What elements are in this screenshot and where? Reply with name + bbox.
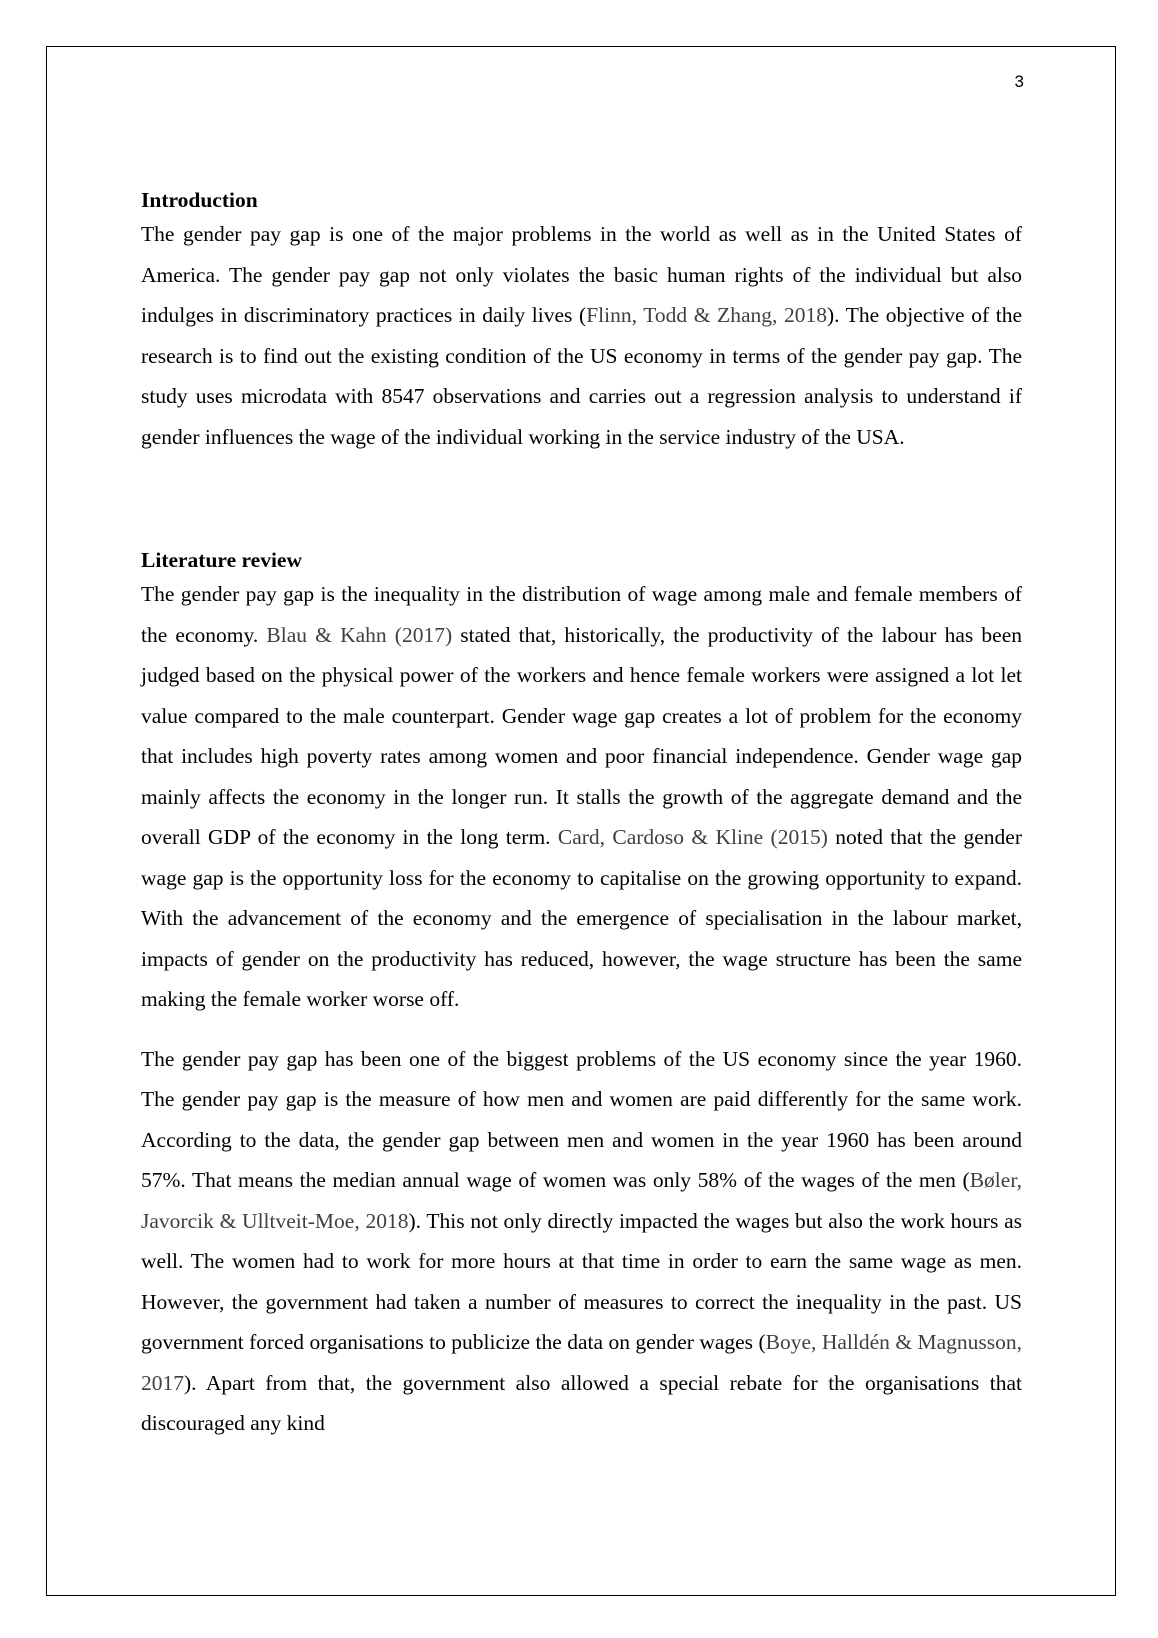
citation: Bøler, Javorcik & Ulltveit-Moe, 2018 — [141, 1168, 1022, 1233]
text-run: noted that the gender wage gap is the opportunity loss for the economy to capitalise on the growing opportunity to expand. With the advancement of the economy and the emergence of specialisation in the labour market, impacts of gender on the productivity has reduced, however, the wage structure has been the same making the female worker worse off. — [141, 825, 1022, 1011]
text-run: ). This not only directly impacted the wages but also the work hours as well. The women had to work for more hours at that time in order to earn the same wage as men. However, the government had taken a number of measures to correct the inequality in the past. US government forced organisations to publicize the data on gender wages ( — [141, 1208, 1022, 1354]
introduction-heading: Introduction — [141, 188, 258, 212]
page-number: 3 — [1014, 72, 1024, 91]
citation: Card, Cardoso & Kline (2015) — [557, 825, 828, 849]
citation: Blau & Kahn (2017) — [266, 622, 453, 647]
literature-review-heading: Literature review — [141, 548, 302, 572]
text-run: ). The objective of the research is to find out the existing condition of the US economy in terms of the gender pay gap. The study uses microdata with 8547 observations and carries out a regression analysis to understand if gender influences the wage of the individual working in the service industry of the USA. — [141, 303, 1023, 449]
introduction-section — [141, 186, 1022, 457]
literature-review-section — [141, 546, 1022, 1444]
citation: Flinn, Todd & Zhang, 2018 — [586, 303, 827, 327]
literature-paragraph-1 — [141, 574, 1022, 1020]
text-run: The gender pay gap has been one of the biggest problems of the US economy since the year 1960. The gender pay gap is the measure of how men and women are paid differently for the same work. According to the data, the gender gap between men and women in the year 1960 has been around 57%. That means the median annual wage of women was only 58% of the wages of the men ( — [141, 1046, 1022, 1192]
text-run: The gender pay gap is one of the major problems in the world as well as in the United States of America. The gender pay gap not only violates the basic human rights of the individual but also indulges in discriminatory practices in daily lives ( — [141, 222, 1022, 327]
citation: Boye, Halldén & Magnusson, 2017 — [141, 1330, 1023, 1395]
introduction-paragraph — [141, 214, 1022, 457]
text-run: stated that, historically, the productivity of the labour has been judged based on the physical power of the workers and hence female workers were assigned a lot let value compared to the male counterpart. Gender wage gap creates a lot of problem for the economy that includes high poverty rates among women and poor financial independence. Gender wage gap mainly affects the economy in the longer run. It stalls the growth of the aggregate demand and the overall GDP of the economy in the long term. — [141, 622, 1023, 849]
text-run: ). Apart from that, the government also allowed a special rebate for the organisations that discouraged any kind — [141, 1370, 1022, 1435]
text-run: The gender pay gap is the inequality in the distribution of wage among male and female members of the economy. — [141, 582, 1022, 647]
literature-paragraph-2 — [141, 1039, 1022, 1444]
